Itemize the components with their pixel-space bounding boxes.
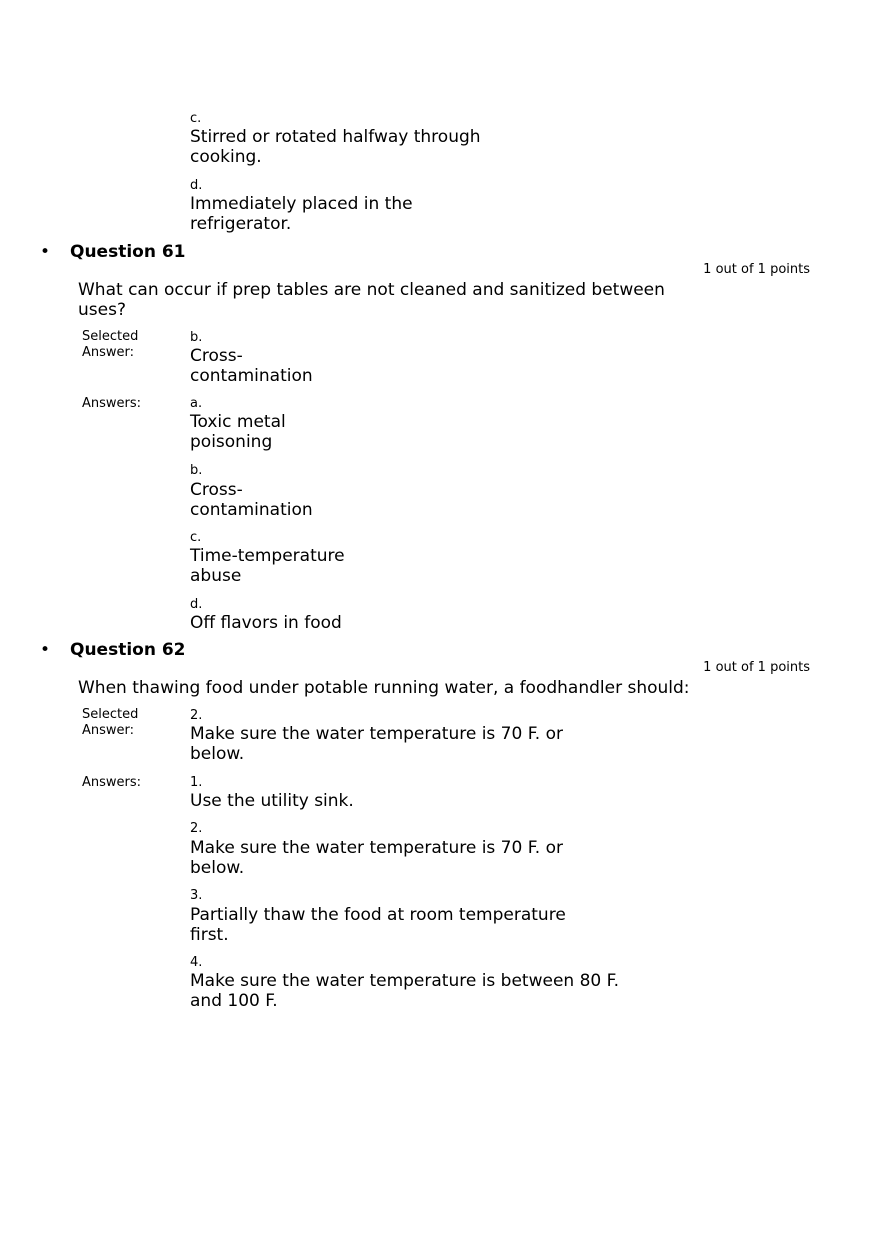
answer-letter: 4.	[190, 955, 203, 970]
answer-letter: 1.	[190, 775, 203, 790]
answer-text: Use the utility sink.	[190, 791, 354, 811]
answer-text: Partially thaw the food at room temperature first.	[190, 905, 566, 945]
answer-text: Off flavors in food	[190, 613, 342, 633]
answer-text: Make sure the water temperature is 70 F. or below.	[190, 838, 563, 878]
answers-label: Answers:	[82, 775, 142, 790]
question-text: When thawing food under potable running water, a foodhandler should:	[78, 678, 690, 698]
answer-text: Make sure the water temperature is between 80 F. and 100 F.	[190, 971, 620, 1011]
answers-label: Answers:	[82, 396, 142, 411]
selected-letter: 2.	[190, 708, 203, 723]
answer-text: Toxic metal poisoning	[190, 412, 286, 452]
answer-letter: 2.	[190, 821, 203, 836]
points-score: 1 out of 1 points	[703, 262, 810, 277]
answer-letter: 3.	[190, 888, 203, 903]
answer-letter: a.	[190, 396, 203, 411]
bullet-icon: •	[40, 242, 51, 262]
selected-answer-label: Selected Answer:	[82, 329, 139, 360]
points-score: 1 out of 1 points	[703, 660, 810, 675]
question-title: Question 61	[70, 242, 186, 262]
question-text: What can occur if prep tables are not cleaned and sanitized between uses?	[78, 280, 665, 320]
option-letter: c.	[190, 111, 202, 126]
answer-letter: d.	[190, 597, 203, 612]
selected-text: Make sure the water temperature is 70 F. or below.	[190, 724, 563, 764]
selected-answer-label: Selected Answer:	[82, 707, 139, 738]
answer-letter: b.	[190, 463, 203, 478]
selected-letter: b.	[190, 330, 203, 345]
option-text: Immediately placed in the refrigerator.	[190, 194, 413, 234]
question-title: Question 62	[70, 640, 186, 660]
option-letter: d.	[190, 178, 203, 193]
selected-text: Cross-contamination	[190, 346, 313, 386]
bullet-icon: •	[40, 640, 51, 660]
option-text: Stirred or rotated halfway through cooking.	[190, 127, 481, 167]
answer-text: Cross-contamination	[190, 480, 313, 520]
answer-letter: c.	[190, 530, 202, 545]
answer-text: Time-temperature abuse	[190, 546, 345, 586]
